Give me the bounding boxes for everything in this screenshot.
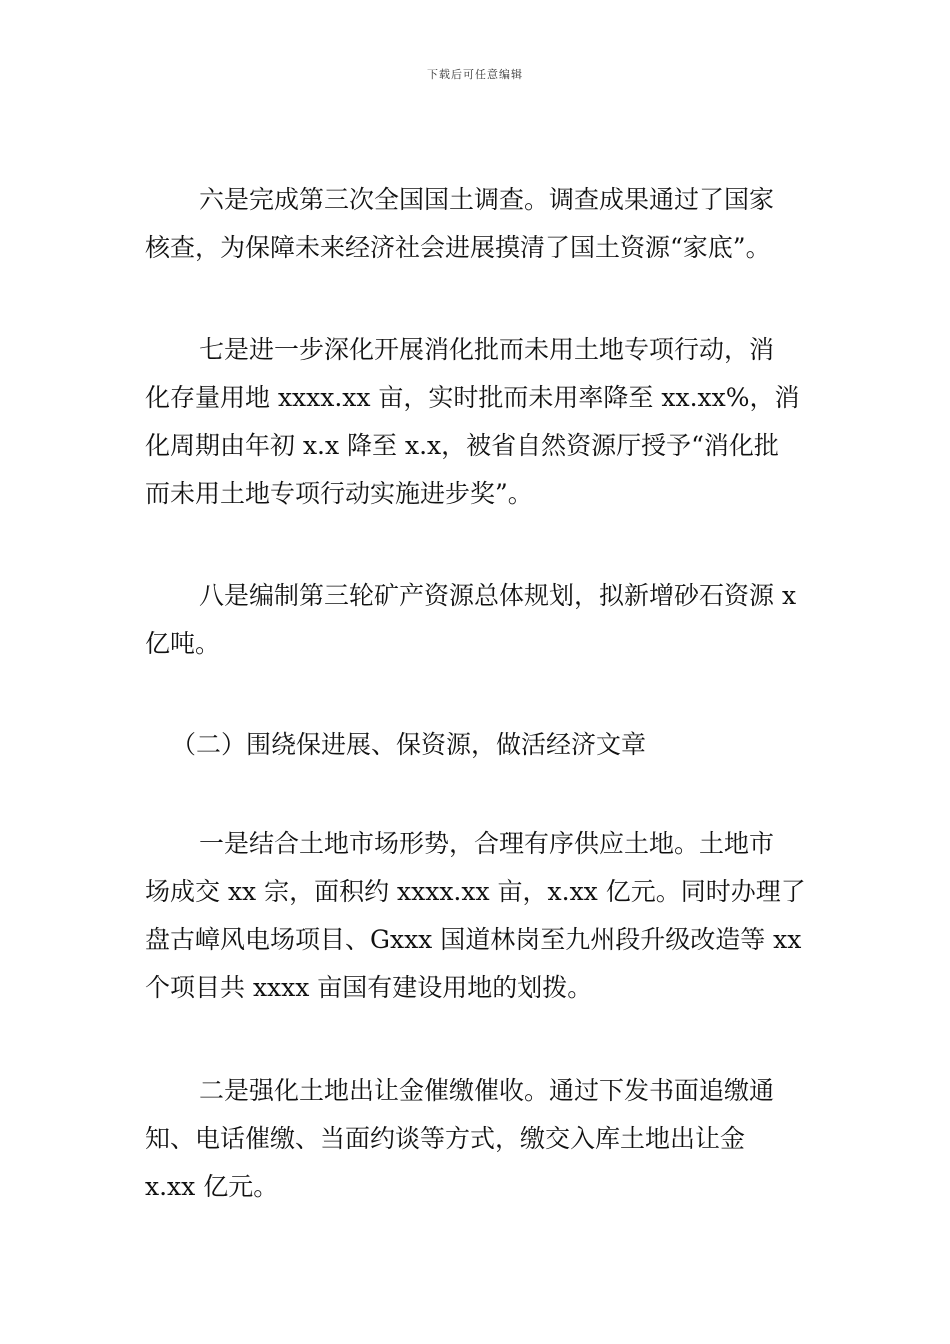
section-heading-text: （二）围绕保进展、保资源，做活经济文章 (171, 730, 647, 759)
paragraph-line: 而未用土地专项行动实施进步奖”。 (145, 479, 533, 508)
paragraph-line: 核查，为保障未来经济社会进展摸清了国土资源“家底”。 (145, 233, 771, 262)
paragraph-line: 六是完成第三次全国国土调查。调查成果通过了国家 (199, 185, 775, 214)
paragraph-line: 场成交 xx 宗，面积约 xxxx.xx 亩，x.xx 亿元。同时办理了 (145, 877, 806, 906)
paragraph-item-2 (145, 1067, 815, 1211)
paragraph-line: 八是编制第三轮矿产资源总体规划，拟新增砂石资源 x (199, 581, 797, 610)
paragraph-line: 化存量用地 xxxx.xx 亩，实时批而未用率降至 xx.xx%，消 (145, 383, 800, 412)
paragraph-line: 个项目共 xxxx 亩国有建设用地的划拨。 (145, 973, 593, 1002)
paragraph-line: 亿吨。 (145, 629, 221, 658)
paragraph-item-6 (145, 176, 815, 272)
paragraph-item-7 (145, 326, 815, 518)
section-heading (145, 721, 815, 769)
paragraph-line: 一是结合土地市场形势，合理有序供应土地。土地市 (199, 829, 775, 858)
paragraph-line: 二是强化土地出让金催缴催收。通过下发书面追缴通 (199, 1076, 775, 1105)
paragraph-line: 化周期由年初 x.x 降至 x.x，被省自然资源厅授予“消化批 (145, 431, 779, 460)
paragraph-line: 七是进一步深化开展消化批而未用土地专项行动，消 (199, 335, 775, 364)
paragraph-item-8 (145, 572, 815, 668)
paragraph-line: x.xx 亿元。 (145, 1172, 279, 1201)
paragraph-line: 知、电话催缴、当面约谈等方式，缴交入库土地出让金 (145, 1124, 746, 1153)
paragraph-item-1 (145, 820, 815, 1012)
page-header-note: 下载后可任意编辑 (427, 68, 523, 81)
paragraph-line: 盘古嶂风电场项目、Gxxx 国道林岗至九州段升级改造等 xx (145, 925, 802, 954)
